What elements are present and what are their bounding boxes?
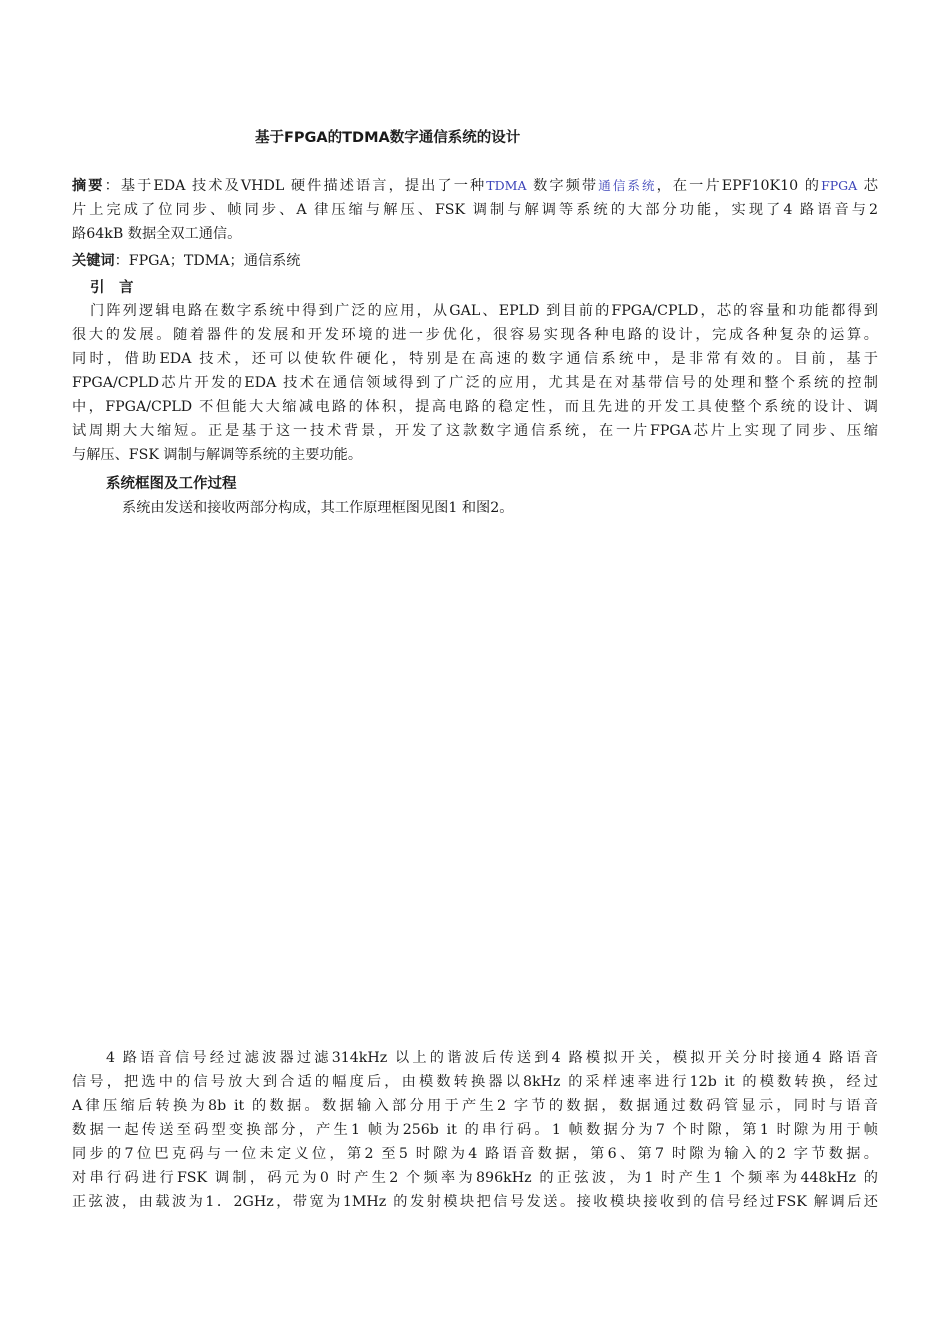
intro-line-6: 试周期大大缩短。正是基于这一技术背景，开发了这款数字通信系统，在一片FPGA芯片上实现了同步、压缩 <box>72 423 878 439</box>
body-line-5: 同步的7位巴克码与一位未定义位，第2 至5 时隙为4 路语音数据，第6、第7 时隙为输入的2 字节数据。 <box>72 1146 878 1162</box>
body-line-4: 数据一起传送至码型变换部分，产生1 帧为256b it 的串行码。1 帧数据分为7 个时隙，第1 时隙为用于帧 <box>72 1122 878 1138</box>
keywords-label: 关键词 <box>72 253 115 269</box>
body-line-2: 信号，把选中的信号放大到合适的幅度后，由模数转换器以8kHz 的采样速率进行12b it 的模数转换，经过 <box>72 1074 878 1090</box>
abstract-text-b: 数字频带 <box>526 178 599 194</box>
abstract-line-3: 路64kB 数据全双工通信。 <box>72 226 242 242</box>
document-title: 基于FPGA的TDMA数字通信系统的设计 <box>255 130 521 146</box>
link-communication-system[interactable]: 通信系统 <box>598 178 657 193</box>
intro-heading: 引 言 <box>90 280 134 296</box>
intro-line-4: FPGA/CPLD芯片开发的EDA 技术在通信领域得到了广泛的应用，尤其是在对基带信号的处理和整个系统的控制 <box>72 375 878 391</box>
abstract-text-d: 芯 <box>857 178 878 194</box>
abstract-line-1 <box>72 174 878 198</box>
abstract-text-c: ，在一片EPF10K10 的 <box>656 178 822 194</box>
section-heading: 系统框图及工作过程 <box>106 476 237 492</box>
intro-line-5: 中，FPGA/CPLD 不但能大大缩减电路的体积，提高电路的稳定性，而且先进的开发工具使整个系统的设计、调 <box>72 399 878 415</box>
body-line-3: A律压缩后转换为8b it 的数据。数据输入部分用于产生2 字节的数据，数据通过数码管显示，同时与语音 <box>72 1098 878 1114</box>
abstract-label: 摘要 <box>72 178 105 194</box>
abstract-line-2: 片上完成了位同步、帧同步、A 律压缩与解压、FSK 调制与解调等系统的大部分功能，实现了4 路语音与2 <box>72 202 878 218</box>
intro-line-1: 门阵列逻辑电路在数字系统中得到广泛的应用，从GAL、EPLD 到目前的FPGA/CPLD，芯的容量和功能都得到 <box>90 303 878 319</box>
body-line-1: 4 路语音信号经过滤波器过滤314kHz 以上的谐波后传送到4 路模拟开关，模拟开关分时接通4 路语音 <box>106 1050 878 1066</box>
intro-line-3: 同时，借助EDA 技术，还可以使软件硬化，特别是在高速的数字通信系统中，是非常有效的。目前，基于 <box>72 351 878 367</box>
keywords-line <box>72 249 878 273</box>
link-tdma[interactable]: TDMA <box>486 178 527 193</box>
abstract-text-a: ：基于EDA 技术及VHDL 硬件描述语言，提出了一种 <box>104 178 487 194</box>
intro-line-7: 与解压、FSK 调制与解调等系统的主要功能。 <box>72 447 363 463</box>
body-line-7: 正弦波，由载波为1．2GHz，带宽为1MHz 的发射模块把信号发送。接收模块接收到的信号经过FSK 解调后还 <box>72 1194 878 1210</box>
section-intro: 系统由发送和接收两部分构成，其工作原理框图见图1 和图2。 <box>122 500 514 516</box>
link-fpga[interactable]: FPGA <box>821 178 858 193</box>
intro-line-2: 很大的发展。随着器件的发展和开发环境的进一步优化，很容易实现各种电路的设计，完成各种复杂的运算。 <box>72 327 878 343</box>
keywords-text: ：FPGA；TDMA；通信系统 <box>114 253 301 269</box>
body-line-6: 对串行码进行FSK 调制，码元为0 时产生2 个频率为896kHz 的正弦波，为1 时产生1 个频率为448kHz 的 <box>72 1170 878 1186</box>
